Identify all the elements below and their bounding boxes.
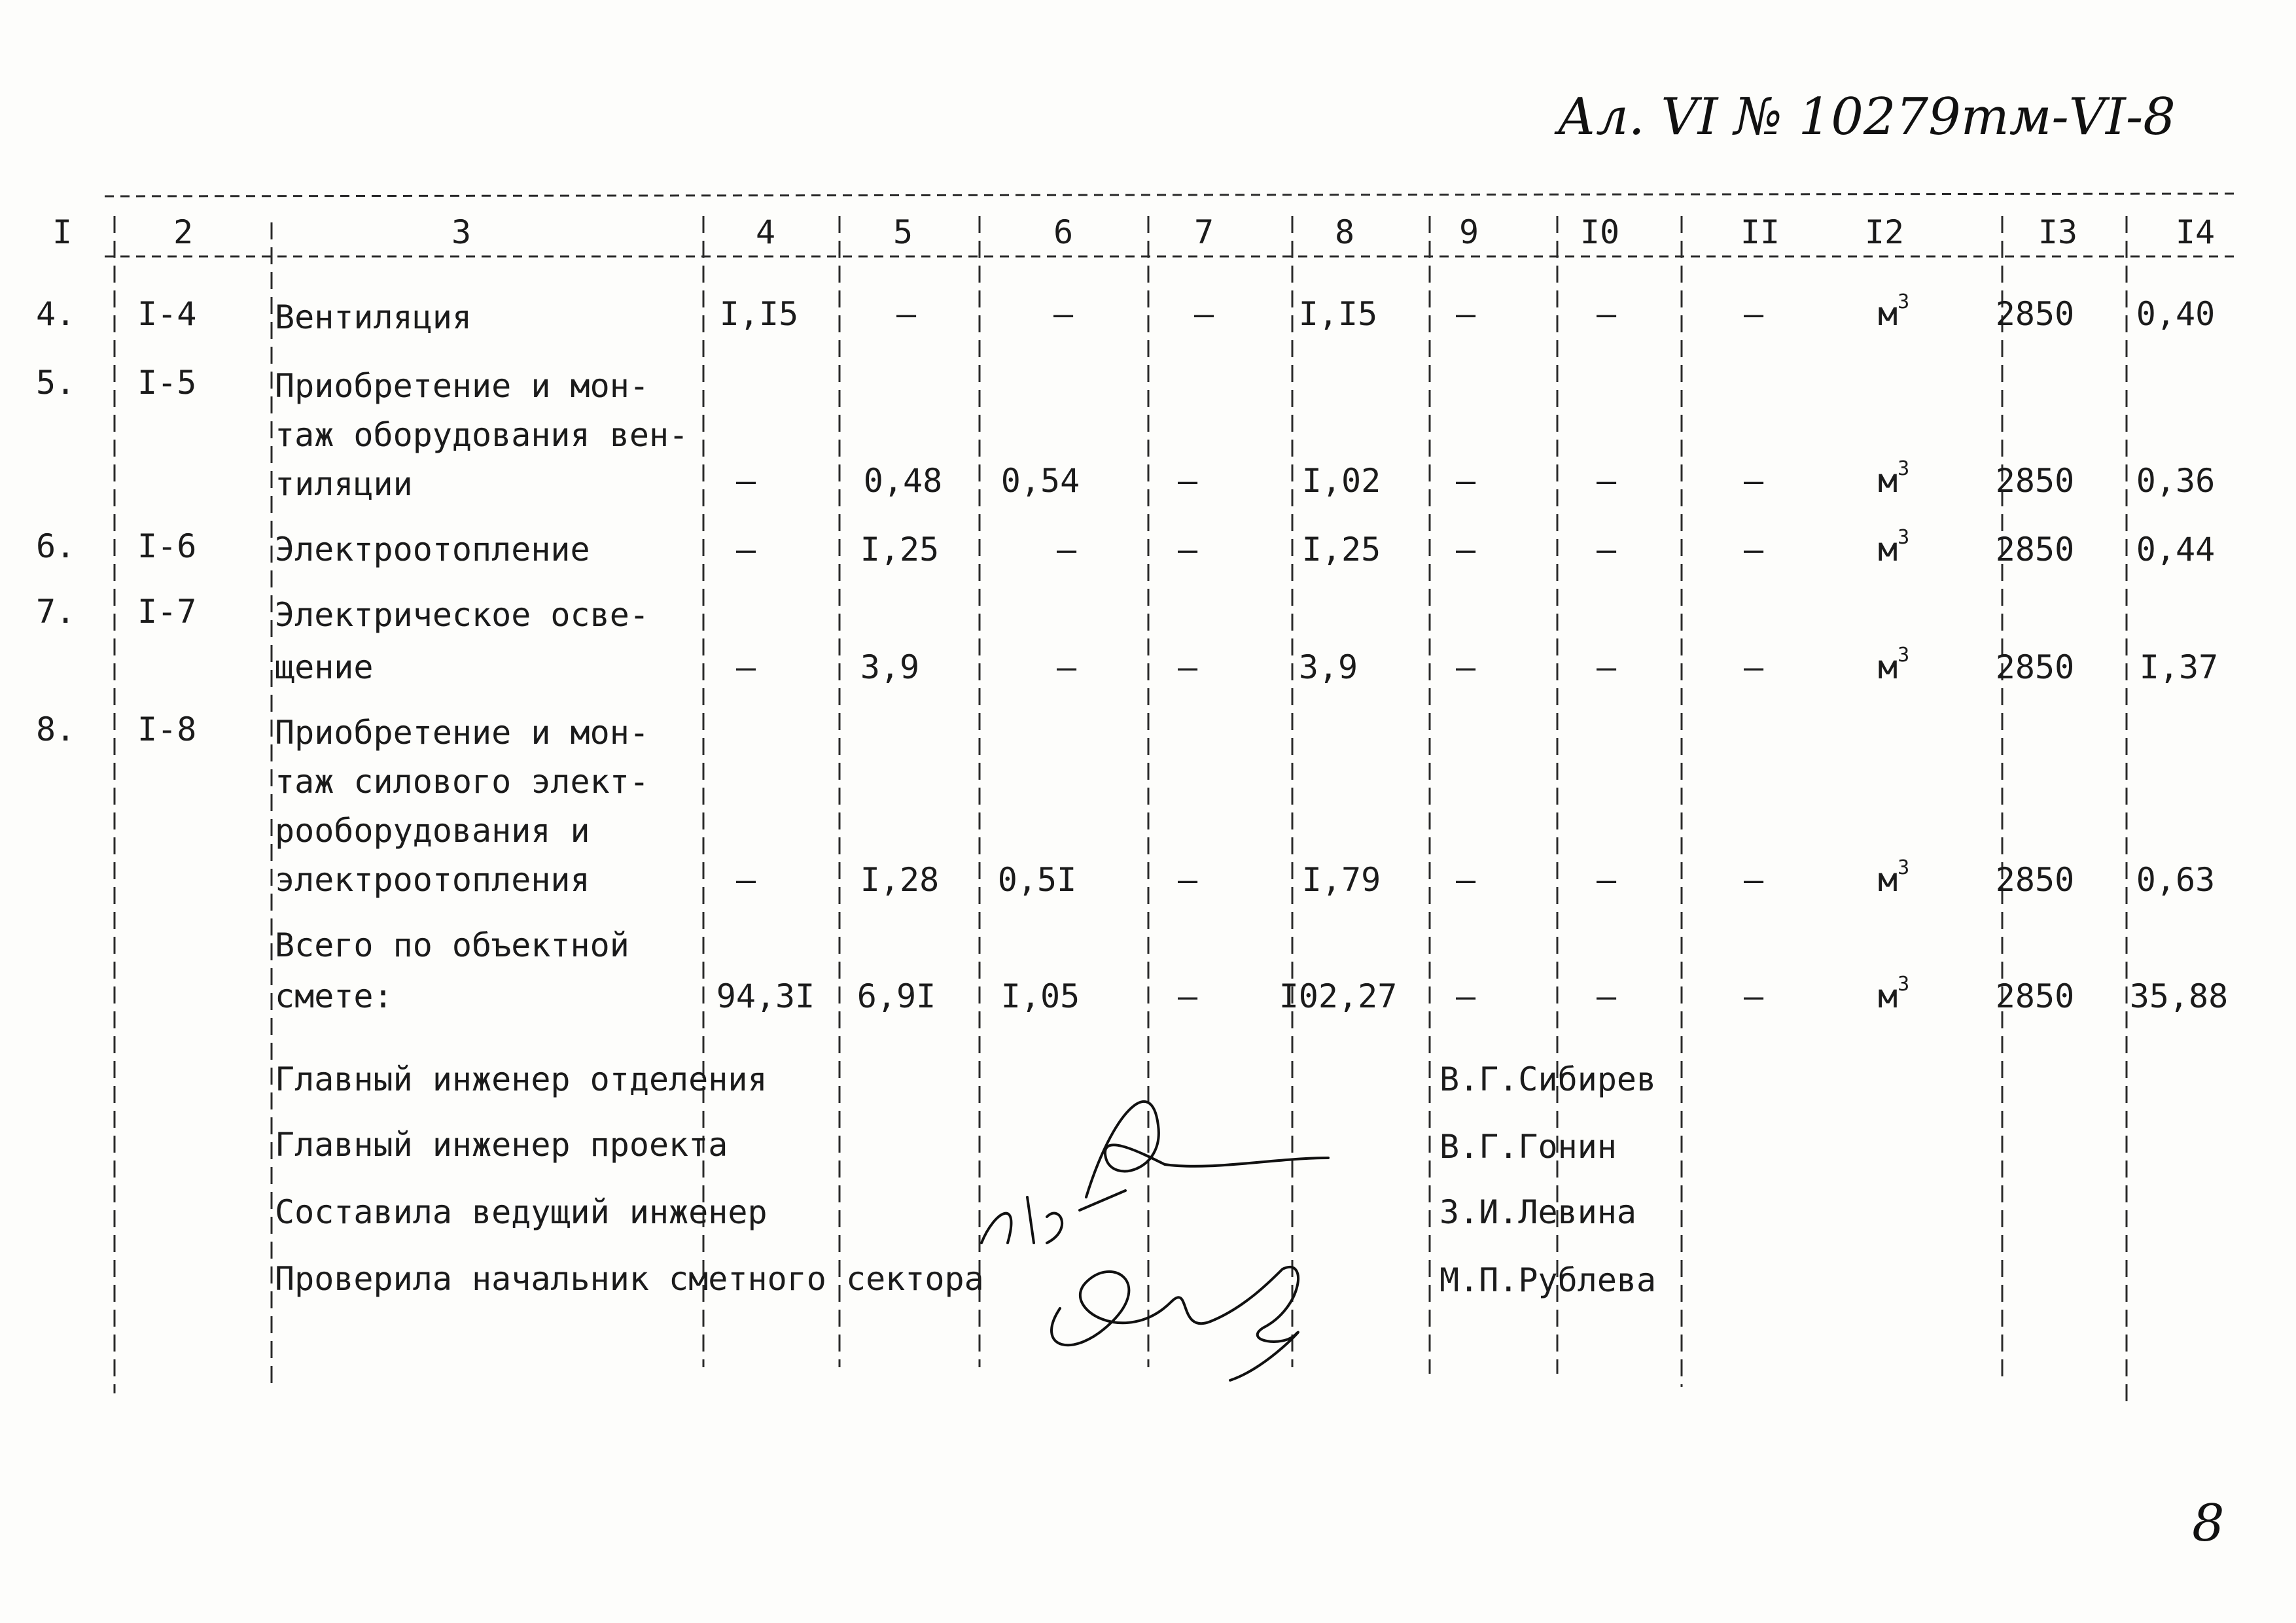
- row-code: I-7: [137, 593, 197, 631]
- cell-unit: $м^3$: [1878, 856, 1910, 899]
- total-col4: 94,3I: [716, 977, 815, 1015]
- signature-role: Главный инженер отделения: [275, 1060, 768, 1098]
- cell-col14: 0,63: [2136, 861, 2216, 899]
- column-header: 5: [892, 213, 913, 251]
- total-col8: I02,27: [1279, 977, 1398, 1015]
- cell-col7: –: [1177, 648, 1198, 686]
- row-name-line: Вентиляция: [275, 298, 472, 336]
- page-number: 8: [2192, 1494, 2225, 1553]
- cell-col8: I,I5: [1298, 295, 1378, 333]
- cell-col4: I,I5: [719, 295, 799, 333]
- signature-name: М.П.Рублева: [1439, 1261, 1657, 1299]
- cell-col11: –: [1743, 462, 1764, 500]
- cell-col6: –: [1056, 648, 1077, 686]
- cell-col10: –: [1596, 295, 1617, 333]
- total-col13: 2850: [1995, 977, 2075, 1015]
- cell-col14: 0,40: [2136, 295, 2216, 333]
- cell-col7: –: [1193, 295, 1214, 333]
- cell-col10: –: [1596, 462, 1617, 500]
- total-label-line: Всего по объектной: [275, 926, 629, 964]
- cell-col6: 0,54: [1000, 462, 1080, 500]
- row-number: 8.: [36, 710, 76, 748]
- cell-col4: –: [735, 531, 756, 568]
- row-name-line: таж силового элект-: [275, 763, 649, 801]
- cell-col10: –: [1596, 531, 1617, 568]
- column-header: II: [1740, 213, 1780, 251]
- cell-col8: I,02: [1301, 462, 1381, 500]
- cell-unit: $м^3$: [1878, 644, 1910, 686]
- row-code: I-5: [137, 364, 197, 402]
- row-name-line: тиляции: [275, 465, 413, 503]
- cell-col13: 2850: [1995, 295, 2075, 333]
- cell-col11: –: [1743, 648, 1764, 686]
- column-header: 3: [451, 213, 472, 251]
- total-col9: –: [1455, 977, 1476, 1015]
- signature-drawings: [981, 1102, 1328, 1380]
- cell-col13: 2850: [1995, 531, 2075, 568]
- cell-col14: I,37: [2139, 648, 2219, 686]
- signature-role: Проверила начальник сметного сектора: [275, 1260, 984, 1298]
- cell-col7: –: [1177, 462, 1198, 500]
- row-name-line: Электроотопление: [275, 531, 590, 568]
- column-header: I0: [1580, 213, 1620, 251]
- column-header: I2: [1864, 213, 1905, 251]
- total-label-line: смете:: [275, 977, 393, 1015]
- cell-col14: 0,44: [2136, 531, 2216, 568]
- cell-col13: 2850: [1995, 648, 2075, 686]
- column-header: 7: [1193, 213, 1214, 251]
- total-unit: $м^3$: [1878, 973, 1910, 1015]
- row-number: 4.: [36, 295, 76, 333]
- total-col6: I,05: [1000, 977, 1080, 1015]
- album-mark: Ал. VI: [1557, 88, 1718, 147]
- cell-col5: I,25: [860, 531, 940, 568]
- cell-col11: –: [1743, 861, 1764, 899]
- cell-col9: –: [1455, 462, 1476, 500]
- cell-col7: –: [1177, 531, 1198, 568]
- cell-col9: –: [1455, 648, 1476, 686]
- cell-col9: –: [1455, 861, 1476, 899]
- row-number: 6.: [36, 527, 76, 565]
- cell-col6: 0,5I: [997, 861, 1077, 899]
- cell-col13: 2850: [1995, 861, 2075, 899]
- cell-col5: 3,9: [860, 648, 920, 686]
- total-col5: 6,9I: [857, 977, 936, 1015]
- document-number-mark: № 10279тм-VI-8: [1734, 88, 2176, 147]
- signature-name: В.Г.Сибирев: [1439, 1060, 1657, 1098]
- signature-role: Составила ведущий инженер: [275, 1193, 768, 1231]
- row-name-line: рооборудования и: [275, 812, 590, 850]
- cell-col5: –: [896, 295, 917, 333]
- cell-col11: –: [1743, 295, 1764, 333]
- cell-unit: $м^3$: [1878, 526, 1910, 568]
- cell-col14: 0,36: [2136, 462, 2216, 500]
- signature-name: З.И.Левина: [1439, 1193, 1637, 1231]
- total-col14: 35,88: [2129, 977, 2229, 1015]
- cell-col5: 0,48: [863, 462, 943, 500]
- row-number: 5.: [36, 364, 76, 402]
- cell-col9: –: [1455, 531, 1476, 568]
- cell-col8: 3,9: [1298, 648, 1358, 686]
- cell-col7: –: [1177, 861, 1198, 899]
- cell-col8: I,25: [1301, 531, 1381, 568]
- cell-col5: I,28: [860, 861, 940, 899]
- cell-col4: –: [735, 648, 756, 686]
- cell-unit: $м^3$: [1878, 290, 1910, 333]
- row-name-line: электроотопления: [275, 861, 590, 899]
- total-col7: –: [1177, 977, 1198, 1015]
- row-name-line: таж оборудования вен-: [275, 416, 689, 454]
- cell-unit: $м^3$: [1878, 457, 1910, 500]
- row-name-line: Электрическое осве-: [275, 596, 649, 634]
- total-col10: –: [1596, 977, 1617, 1015]
- column-header: I: [52, 213, 73, 251]
- cell-col6: –: [1053, 295, 1074, 333]
- row-code: I-4: [137, 295, 197, 333]
- column-header: I3: [2038, 213, 2078, 251]
- signature-role: Главный инженер проекта: [275, 1126, 728, 1164]
- cell-col4: –: [735, 861, 756, 899]
- column-header: 2: [173, 213, 194, 251]
- row-code: I-6: [137, 527, 197, 565]
- cell-col8: I,79: [1301, 861, 1381, 899]
- cell-col10: –: [1596, 648, 1617, 686]
- total-col11: –: [1743, 977, 1764, 1015]
- row-name-line: щение: [275, 648, 374, 686]
- cell-col10: –: [1596, 861, 1617, 899]
- column-header: 9: [1458, 213, 1479, 251]
- column-header: 8: [1334, 213, 1355, 251]
- signature-name: В.Г.Гонин: [1439, 1128, 1617, 1166]
- row-name-line: Приобретение и мон-: [275, 367, 649, 405]
- column-header: 6: [1053, 213, 1074, 251]
- row-code: I-8: [137, 710, 197, 748]
- row-name-line: Приобретение и мон-: [275, 714, 649, 752]
- column-header: 4: [755, 213, 776, 251]
- cell-col11: –: [1743, 531, 1764, 568]
- row-number: 7.: [36, 593, 76, 631]
- column-header: I4: [2175, 213, 2216, 251]
- cell-col9: –: [1455, 295, 1476, 333]
- cell-col4: –: [735, 462, 756, 500]
- cell-col6: –: [1056, 531, 1077, 568]
- cell-col13: 2850: [1995, 462, 2075, 500]
